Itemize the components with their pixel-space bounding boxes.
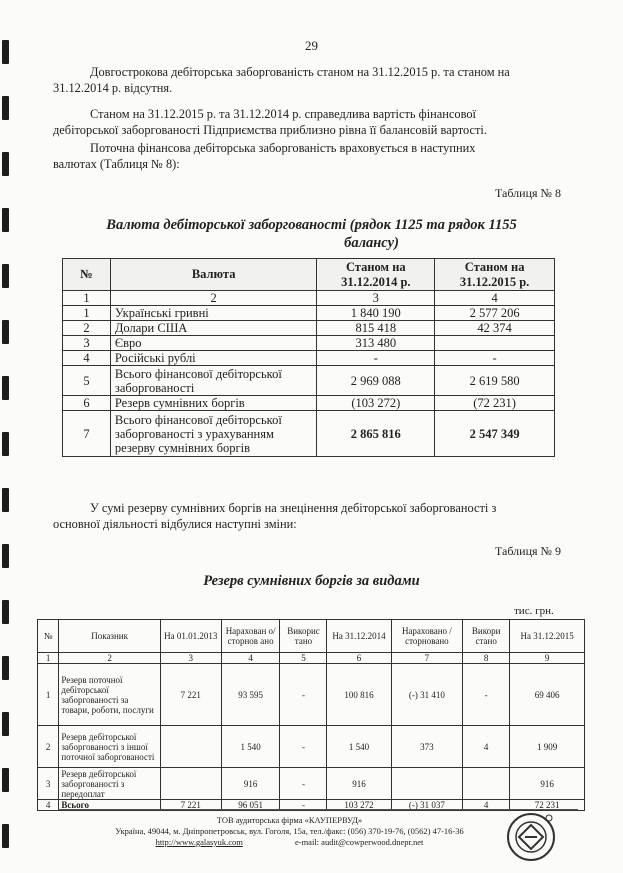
doubtful-debts-reserve-table [37,619,585,811]
paragraph-1-line-2: 31.12.2014 р. відсутня. [53,81,173,95]
value-cell: 373 [391,726,463,768]
currency-name: Українські гривні [110,306,317,321]
indicator-name: Резерв поточної дебіторської заборгованості за товари, роботи, послуги [59,664,160,726]
value-cell: (-) 31 037 [391,800,463,811]
paragraph-3-line-2: валютах (Таблиця № 8): [53,157,180,171]
table-8-title-line-1: Валюта дебіторської заборгованості (рядок 1125 та рядок 1155 [106,217,517,233]
value-2015: 2 619 580 [435,366,555,396]
footer-contacts [82,837,497,848]
row-number: 3 [38,768,59,800]
units-label: тис. грн. [514,605,554,617]
table-row [63,351,555,366]
table-8-title [40,216,583,252]
table-8-title-line-2: балансу) [344,235,399,251]
footer-company: ТОВ аудиторська фірма «КАУПЕРВУД» [216,815,363,825]
value-cell: 4 [463,726,510,768]
indicator-name: Всього [59,800,160,811]
header-31-12-2014: На 31.12.2014 [327,620,391,653]
index-cell: 4 [435,291,555,306]
indicator-name: Резерв дебіторської заборгованості з передоплат [59,768,160,800]
value-cell: 4 [463,800,510,811]
currency-name: Російські рублі [110,351,317,366]
header-used: Викорис тано [280,620,327,653]
currency-name: Всього фінансової дебіторської заборгованості з урахуванням резерву сумнівних боргів [110,411,317,457]
paragraph-4-line-2: основної діяльності відбулися наступні зміни: [53,517,297,531]
currency-receivables-table [62,258,555,457]
value-cell: (-) 31 410 [391,664,463,726]
header-accrued-reversed: Нарахован о/сторнов ано [221,620,280,653]
value-cell: 916 [510,768,585,800]
header-2014: Станом на 31.12.2014 р. [317,259,435,291]
footer-email[interactable]: e-mail: audit@cowperwood.dnepr.net [294,837,424,847]
header-number: № [63,259,111,291]
footer-divider [58,809,578,810]
index-cell: 9 [510,653,585,664]
currency-name: Резерв сумнівних боргів [110,396,317,411]
table-row [63,336,555,351]
header-31-12-2015: На 31.12.2015 [510,620,585,653]
header-number: № [38,620,59,653]
value-cell [160,768,221,800]
table-row [38,664,585,726]
header-currency: Валюта [110,259,317,291]
value-2014: 1 840 190 [317,306,435,321]
row-number: 2 [63,321,111,336]
paragraph-2-line-2: дебіторської заборгованості Підприємства приблизно рівна її балансовій вартості. [53,123,487,137]
value-2015: 2 547 349 [435,411,555,457]
currency-name: Євро [110,336,317,351]
index-cell: 2 [59,653,160,664]
value-cell: - [280,664,327,726]
table-9-caption: Таблиця № 9 [495,544,561,558]
value-2014: (103 272) [317,396,435,411]
row-number: 7 [63,411,111,457]
row-number: 5 [63,366,111,396]
paragraph-2-line-1: Станом на 31.12.2015 р. та 31.12.2014 р. справедлива вартість фінансової [90,107,476,121]
value-2014: 313 480 [317,336,435,351]
table-row [38,768,585,800]
value-2015: (72 231) [435,396,555,411]
value-2014: 2 969 088 [317,366,435,396]
value-cell: 103 272 [327,800,391,811]
index-cell: 4 [221,653,280,664]
value-cell: 72 231 [510,800,585,811]
value-cell [463,768,510,800]
index-cell: 1 [38,653,59,664]
index-cell: 2 [110,291,317,306]
value-cell: - [280,800,327,811]
footer-address: Україна, 49044, м. Дніпропетровськ, вул. Гоголя, 15а, тел./факс: (056) 370-19-76, (0562) 47-16-36 [115,826,464,836]
index-cell: 7 [391,653,463,664]
row-number: 4 [63,351,111,366]
table-row [63,411,555,457]
table-9-title: Резерв сумнівних боргів за видами [203,573,420,589]
table-row [63,366,555,396]
row-number: 1 [63,306,111,321]
value-2015 [435,336,555,351]
value-cell: 100 816 [327,664,391,726]
value-cell: 1 540 [327,726,391,768]
header-indicator: Показник [59,620,160,653]
row-number: 2 [38,726,59,768]
value-cell: 93 595 [221,664,280,726]
value-cell: 7 221 [160,664,221,726]
footer [82,815,497,848]
value-cell: 7 221 [160,800,221,811]
page-number: 29 [305,38,318,53]
paragraph-1-line-1: Довгострокова дебіторська заборгованість станом на 31.12.2015 р. та станом на [90,65,510,79]
value-cell: - [463,664,510,726]
paragraph-3-line-1: Поточна фінансова дебіторська заборгованість враховується в наступних [90,141,476,155]
index-cell: 5 [280,653,327,664]
row-number: 6 [63,396,111,411]
index-cell: 3 [317,291,435,306]
value-2014: 815 418 [317,321,435,336]
index-cell: 6 [327,653,391,664]
value-cell: 1 909 [510,726,585,768]
cowperwood-logo-icon [505,811,557,863]
binding-strip [0,0,14,873]
table-row [63,396,555,411]
footer-website-link[interactable]: http://www.galasyuk.com [155,837,243,847]
value-cell: 96 051 [221,800,280,811]
value-cell [391,768,463,800]
value-2015: 2 577 206 [435,306,555,321]
value-cell: 916 [221,768,280,800]
currency-name: Долари США [110,321,317,336]
value-2015: - [435,351,555,366]
header-accrued-reversed-2015: Нараховано /сторновано [391,620,463,653]
table-row [63,321,555,336]
value-cell: 69 406 [510,664,585,726]
index-cell: 3 [160,653,221,664]
row-number: 4 [38,800,59,811]
value-cell: 916 [327,768,391,800]
table-row [63,306,555,321]
value-cell: 1 540 [221,726,280,768]
header-used-2015: Викори стано [463,620,510,653]
value-cell: - [280,726,327,768]
table-8-caption: Таблиця № 8 [495,186,561,200]
row-number: 3 [63,336,111,351]
index-cell: 1 [63,291,111,306]
value-cell: - [280,768,327,800]
table-row [38,726,585,768]
value-2014: - [317,351,435,366]
row-number: 1 [38,664,59,726]
currency-name: Всього фінансової дебіторської заборгованості [110,366,317,396]
value-cell [160,726,221,768]
value-2015: 42 374 [435,321,555,336]
index-cell: 8 [463,653,510,664]
indicator-name: Резерв дебіторської заборгованості з іншої поточної заборгованості [59,726,160,768]
value-2014: 2 865 816 [317,411,435,457]
paragraph-4-line-1: У сумі резерву сумнівних боргів на знецінення дебіторської заборгованості з [90,501,497,515]
header-01-01-2013: На 01.01.2013 [160,620,221,653]
header-2015: Станом на 31.12.2015 р. [435,259,555,291]
